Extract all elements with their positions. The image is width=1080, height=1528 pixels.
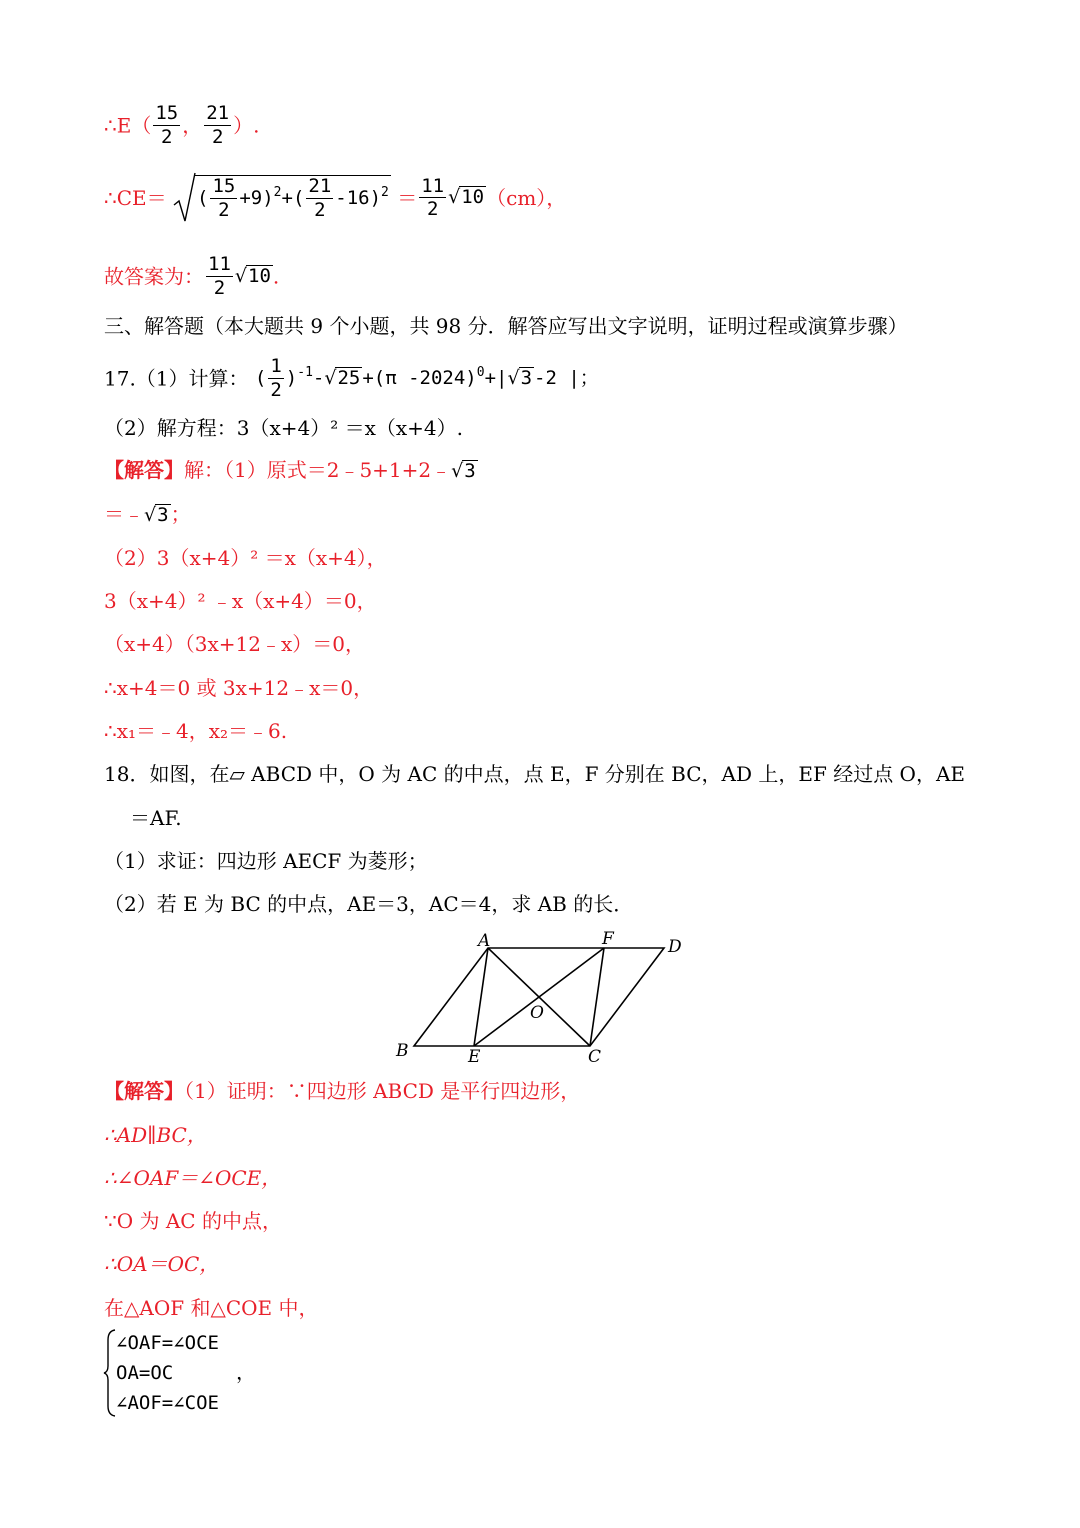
q18-solution-2: ∴AD∥BC， (104, 1123, 207, 1147)
e-point-prefix: ∴E（ (104, 113, 152, 138)
ce-line: ∴CE＝ ( $\frac{15}{2}$ +9)$^2$+( $\frac{21}{2}$ -16)$^2$ ＝ $\frac{11}{2}$ √10 （cm）， (104, 175, 566, 221)
q17-solution-5: （x+4）（3x+12﹣x）＝0， (104, 632, 365, 656)
q17-part2: （2）解方程：3（x+4）² ＝x（x+4）. (104, 416, 463, 440)
ce-radical: ( $\frac{15}{2}$ +9)$^2$+( $\frac{21}{2}$ -16)$^2$ (173, 175, 391, 221)
q17-solution-6: ∴x+4＝0 或 3x+12﹣x＝0， (104, 676, 374, 700)
q18-solution-1: 【解答】（1）证明：∵四边形 ABCD 是平行四边形， (104, 1079, 581, 1103)
q17-part1: 17.（1）计算： ( $\frac{1}{2}$ )$^{-1}$-√25 +(π -2024)$^0$+|√3 -2 |； (104, 355, 599, 401)
q17-solution-4: 3（x+4）² ﹣x（x+4）＝0， (104, 589, 377, 613)
answer-radical: √10 (234, 264, 271, 287)
parallelogram-figure (392, 928, 692, 1068)
label-a: A (478, 931, 491, 951)
q18-solution-3: ∴∠OAF＝∠OCE， (104, 1166, 282, 1190)
brace-icon (103, 1328, 117, 1418)
ce-result-radical: √10 (448, 186, 485, 209)
answer-line: 故答案为： $\frac{11}{2}$ √10 . (104, 253, 280, 299)
segment-ef (474, 948, 604, 1046)
radical-sign-icon (173, 171, 197, 223)
q17-solution-1: 【解答】解：（1）原式＝2﹣5+1+2﹣√3 (104, 458, 476, 482)
label-e: E (468, 1047, 481, 1067)
e-point-line: ∴E（ $\frac{15}{2}$ ， $\frac{21}{2}$ ）. (104, 102, 260, 148)
fraction-x: $\frac{15}{2}$ (155, 102, 179, 148)
q18-solution-6: 在△AOF 和△COE 中， (104, 1296, 319, 1320)
ce-result-fraction: $\frac{11}{2}$ (421, 174, 445, 221)
q18-solution-5: ∴OA＝OC， (104, 1252, 220, 1276)
answer-fraction: $\frac{11}{2}$ (208, 253, 231, 299)
fraction-y: $\frac{21}{2}$ (206, 102, 230, 148)
q17-solution-3: （2）3（x+4）² ＝x（x+4）， (104, 546, 387, 570)
system-comma: ， (236, 1360, 256, 1384)
system-eq-2: OA=OC (116, 1362, 174, 1384)
system-eq-1: ∠OAF=∠OCE (116, 1332, 219, 1354)
q17-solution-2: ＝﹣√3 ； (104, 502, 191, 526)
label-d: D (668, 937, 682, 957)
system-eq-3: ∠AOF=∠COE (116, 1392, 219, 1414)
section-heading: 三、解答题（本大题共 9 个小题，共 98 分．解答应写出文字说明，证明过程或演算步骤） (104, 314, 908, 338)
q18-statement-1: 18．如图，在▱ ABCD 中，O 为 AC 的中点，点 E，F 分别在 BC，AD 上，EF 经过点 O，AE (104, 762, 965, 786)
q17-expression: ( $\frac{1}{2}$ )$^{-1}$-√25 +(π -2024)$^0$+|√3 -2 |； (254, 355, 599, 401)
label-o: O (530, 1003, 544, 1023)
q18-part1: （1）求证：四边形 AECF 为菱形； (104, 849, 428, 873)
q17-solution-7: ∴x₁＝﹣4，x₂＝﹣6. (104, 719, 288, 743)
q18-solution-4: ∵O 为 AC 的中点， (104, 1209, 282, 1233)
q18-part2: （2）若 E 为 BC 的中点，AE＝3，AC＝4，求 AB 的长． (104, 892, 634, 916)
label-f: F (602, 929, 614, 949)
label-c: C (588, 1047, 602, 1067)
q18-statement-2: ＝AF. (130, 806, 182, 830)
label-b: B (396, 1041, 409, 1061)
